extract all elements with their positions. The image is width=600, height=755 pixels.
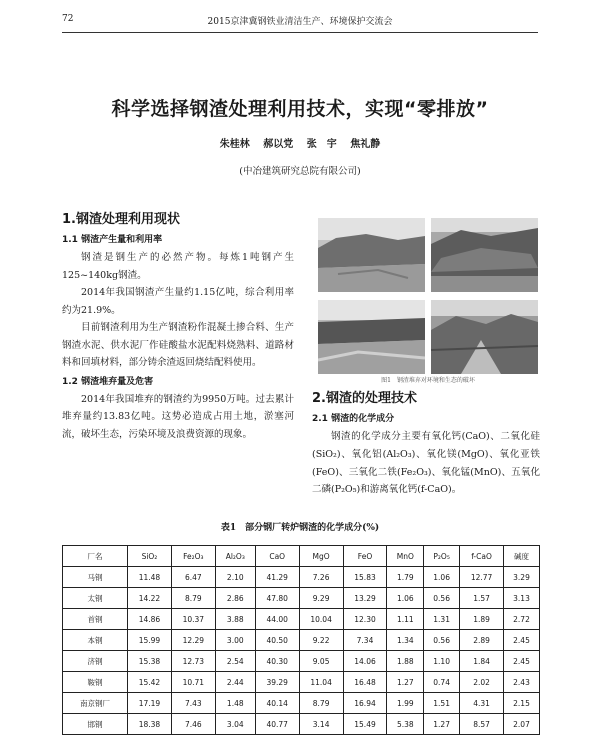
value-cell: 15.42 [128,672,172,693]
value-cell: 14.86 [128,609,172,630]
value-cell: 2.07 [504,714,540,735]
value-cell: 40.30 [255,651,299,672]
value-cell: 40.77 [255,714,299,735]
plant-name-cell: 首钢 [63,609,128,630]
value-cell: 12.29 [171,630,215,651]
value-cell: 15.38 [128,651,172,672]
value-cell: 1.48 [215,693,255,714]
table-caption: 表1 部分钢厂转炉钢渣的化学成分(%) [220,523,380,533]
value-cell: 12.73 [171,651,215,672]
column-header: 碱度 [504,546,540,567]
value-cell: 3.88 [215,609,255,630]
table-body [63,567,540,735]
table-row [63,672,540,693]
value-cell: 1.99 [387,693,424,714]
value-cell: 16.94 [343,693,387,714]
value-cell: 1.27 [424,714,460,735]
value-cell: 9.05 [299,651,343,672]
section-2-heading: 2.钢渣的处理技术 [312,391,417,406]
value-cell: 1.27 [387,672,424,693]
value-cell: 0.56 [424,630,460,651]
value-cell: 12.77 [460,567,504,588]
value-cell: 9.29 [299,588,343,609]
table-row [63,714,540,735]
slag-heap-photo [431,300,538,374]
value-cell: 1.88 [387,651,424,672]
value-cell: 2.02 [460,672,504,693]
column-header: SiO₂ [128,546,172,567]
table-row [63,609,540,630]
paragraph: 2014年我国钢渣产生量约1.15亿吨，综合利用率约为21.9%。 [62,287,294,316]
value-cell: 47.80 [255,588,299,609]
value-cell: 7.43 [171,693,215,714]
column-header: CaO [255,546,299,567]
plant-name-cell: 马钢 [63,567,128,588]
value-cell: 2.86 [215,588,255,609]
author-list [0,135,600,150]
right-column [312,387,540,499]
value-cell: 18.38 [128,714,172,735]
table-header-row [63,546,540,567]
value-cell: 17.19 [128,693,172,714]
value-cell: 6.47 [171,567,215,588]
value-cell: 15.99 [128,630,172,651]
value-cell: 3.04 [215,714,255,735]
value-cell: 1.79 [387,567,424,588]
column-header: 厂名 [63,546,128,567]
column-header: f-CaO [460,546,504,567]
figure-caption: 图1 钢渣堆弃对环境和生态的破坏 [381,377,475,384]
paragraph: 目前钢渣利用为生产钢渣粉作混凝土掺合料、生产钢渣水泥、供水泥厂作硅酸盐水泥配料烧熟料、道路材料和回填材料，部分铸余渣返回烧结配料使用。 [62,322,294,368]
value-cell: 3.00 [215,630,255,651]
section-1-1-heading: 1.1 钢渣产生量和利用率 [62,235,163,245]
table-row [63,567,540,588]
value-cell: 1.31 [424,609,460,630]
value-cell: 1.51 [424,693,460,714]
value-cell: 11.04 [299,672,343,693]
value-cell: 44.00 [255,609,299,630]
value-cell: 1.34 [387,630,424,651]
affiliation: (中冶建筑研究总院有限公司) [239,166,361,177]
value-cell: 41.29 [255,567,299,588]
table-row [63,651,540,672]
header-rule [62,32,538,33]
paper-title: 科学选择钢渣处理利用技术，实现“零排放” [111,98,489,120]
value-cell: 14.06 [343,651,387,672]
value-cell: 1.06 [424,567,460,588]
value-cell: 7.26 [299,567,343,588]
value-cell: 7.46 [171,714,215,735]
author: 焦礼静 [350,139,381,150]
value-cell: 10.71 [171,672,215,693]
slag-heap-photo [318,300,425,374]
running-header [62,14,538,30]
value-cell: 2.10 [215,567,255,588]
value-cell: 2.89 [460,630,504,651]
value-cell: 5.38 [387,714,424,735]
value-cell: 8.79 [299,693,343,714]
value-cell: 40.14 [255,693,299,714]
column-header: MgO [299,546,343,567]
value-cell: 1.11 [387,609,424,630]
value-cell: 0.56 [424,588,460,609]
value-cell: 1.57 [460,588,504,609]
plant-name-cell: 本钢 [63,630,128,651]
value-cell: 8.57 [460,714,504,735]
slag-heap-photo [318,218,425,292]
value-cell: 0.74 [424,672,460,693]
plant-name-cell: 邯钢 [63,714,128,735]
conference-name: 2015京津冀钢铁业清洁生产、环境保护交流会 [207,17,393,27]
column-header: P₂O₅ [424,546,460,567]
value-cell: 8.79 [171,588,215,609]
paragraph: 钢渣的化学成分主要有氧化钙(CaO)、二氧化硅(SiO₂)、氧化铝(Al₂O₃)、氧化镁(MgO)、氧化亚铁(FeO)、三氧化二铁(Fe₂O₃)、氧化锰(MnO)、五氧化二磷(P₂O₅)和游离氧化钙(f-CaO)。 [312,431,540,496]
value-cell: 16.48 [343,672,387,693]
left-column [62,208,294,443]
value-cell: 14.22 [128,588,172,609]
value-cell: 9.22 [299,630,343,651]
value-cell: 15.49 [343,714,387,735]
value-cell: 1.84 [460,651,504,672]
figure-photo-grid [318,218,538,376]
plant-name-cell: 南京钢厂 [63,693,128,714]
value-cell: 1.06 [387,588,424,609]
column-header: MnO [387,546,424,567]
value-cell: 2.72 [504,609,540,630]
value-cell: 7.34 [343,630,387,651]
value-cell: 1.89 [460,609,504,630]
column-header: Al₂O₃ [215,546,255,567]
plant-name-cell: 济钢 [63,651,128,672]
section-1-heading: 1.钢渣处理利用现状 [62,212,180,227]
slag-composition-table [62,545,540,735]
value-cell: 15.83 [343,567,387,588]
value-cell: 10.04 [299,609,343,630]
value-cell: 40.50 [255,630,299,651]
author: 张 宇 [306,139,337,150]
page-number: 72 [62,14,74,24]
value-cell: 13.29 [343,588,387,609]
column-header: FeO [343,546,387,567]
paragraph: 钢渣是钢生产的必然产物。每炼1吨钢产生125~140kg钢渣。 [62,252,294,281]
plant-name-cell: 太钢 [63,588,128,609]
slag-heap-photo [431,218,538,292]
section-2-1-heading: 2.1 钢渣的化学成分 [312,414,395,424]
value-cell: 2.45 [504,630,540,651]
value-cell: 39.29 [255,672,299,693]
table-row [63,693,540,714]
paragraph: 2014年我国堆弃的钢渣约为9950万吨。过去累计堆弃量约13.83亿吨。这势必造成占用土地，淤塞河流，破坏生态，污染环境及浪费资源的现象。 [62,393,294,440]
table-row [63,630,540,651]
value-cell: 11.48 [128,567,172,588]
value-cell: 12.30 [343,609,387,630]
value-cell: 2.43 [504,672,540,693]
table-row [63,588,540,609]
value-cell: 2.44 [215,672,255,693]
section-1-2-heading: 1.2 钢渣堆弃量及危害 [62,376,154,387]
value-cell: 4.31 [460,693,504,714]
value-cell: 3.14 [299,714,343,735]
column-header: Fe₂O₃ [171,546,215,567]
value-cell: 2.54 [215,651,255,672]
value-cell: 10.37 [171,609,215,630]
plant-name-cell: 鞍钢 [63,672,128,693]
value-cell: 2.45 [504,651,540,672]
value-cell: 2.15 [504,693,540,714]
author: 朱桂林 [219,139,250,150]
value-cell: 1.10 [424,651,460,672]
value-cell: 3.29 [504,567,540,588]
author: 郝以党 [263,139,294,150]
value-cell: 3.13 [504,588,540,609]
